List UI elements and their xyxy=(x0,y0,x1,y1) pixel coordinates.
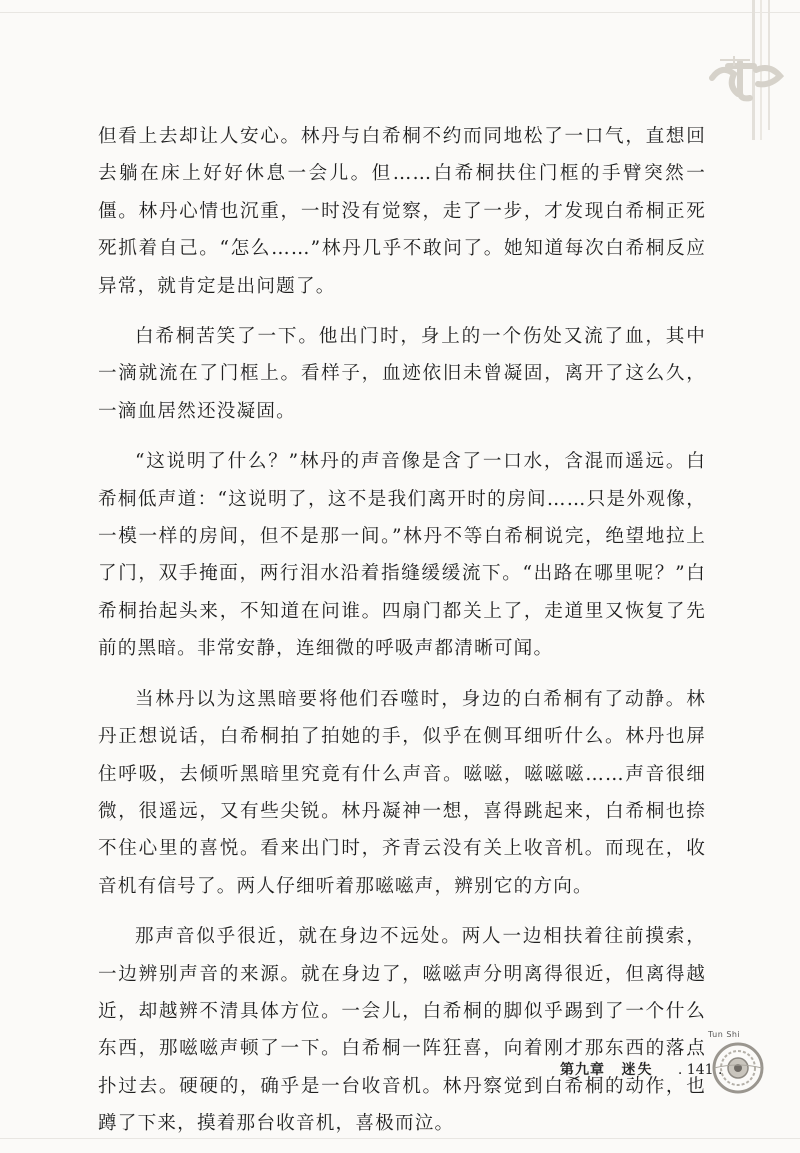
footer-ornament-label: Tun Shi xyxy=(708,1030,741,1039)
paragraph: 那声音似乎很近，就在身边不远处。两人一边相扶着往前摸索，一边辨别声音的来源。就在身边了，嗞嗞声分明离得很近，但离得越近，却越辨不清具体方位。一会儿，白希桐的脚似乎踢到了一个什么东西，那嗞嗞声顿了一下。白希桐一阵狂喜，向着刚才那东西的落点扑过去。硬硬的，确乎是一台收音机。林丹察觉到白希桐的动作，也蹲了下来，摸着那台收音机，喜极而泣。 xyxy=(98,926,706,1135)
paragraph: 白希桐苦笑了一下。他出门时，身上的一个伤处又流了血，其中一滴就流在了门框上。看样子，血迹依旧未曾凝固，离开了这么久，一滴血居然还没凝固。 xyxy=(98,326,706,422)
chapter-title: 迷失 xyxy=(621,1062,654,1078)
header-watermark-icon xyxy=(700,0,800,140)
circular-emblem-icon xyxy=(706,1030,770,1094)
paragraph: 但看上去却让人安心。林丹与白希桐不约而同地松了一口气，直想回去躺在床上好好休息一会儿。但……白希桐扶住门框的手臂突然一僵。林丹心情也沉重，一时没有觉察，走了一步，才发现白希桐正死死抓着自己。“怎么……”林丹几乎不敢问了。她知道每次白希桐反应异常，就肯定是出问题了。 xyxy=(98,126,706,297)
bottom-edge-line xyxy=(0,1138,800,1139)
top-edge-line xyxy=(0,12,800,13)
chapter-body-text xyxy=(98,118,706,1153)
paragraph: 当林丹以为这黑暗要将他们吞噬时，身边的白希桐有了动静。林丹正想说话，白希桐拍了拍她的手，似乎在侧耳细听什么。林丹也屏住呼吸，去倾听黑暗里究竟有什么声音。嗞嗞，嗞嗞嗞……声音很细微，很遥远，又有些尖锐。林丹凝神一想，喜得跳起来，白希桐也捺不住心里的喜悦。看来出门时，齐青云没有关上收音机。而现在，收音机有信号了。两人仔细听着那嗞嗞声，辨别它的方向。 xyxy=(98,688,706,897)
page-footer xyxy=(560,1059,722,1079)
chapter-number: 第九章 xyxy=(560,1062,605,1078)
page-number: . 141 . xyxy=(677,1062,723,1078)
paragraph: “这说明了什么？”林丹的声音像是含了一口水，含混而遥远。白希桐低声道：“这说明了，这不是我们离开时的房间……只是外观像，一模一样的房间，但不是那一间。”林丹不等白希桐说完，绝望地拉上了门，双手掩面，两行泪水沿着指缝缓缓流下。“出路在哪里呢？”白希桐抬起头来，不知道在问谁。四扇门都关上了，走道里又恢复了先前的黑暗。非常安静，连细微的呼吸声都清晰可闻。 xyxy=(98,451,706,660)
